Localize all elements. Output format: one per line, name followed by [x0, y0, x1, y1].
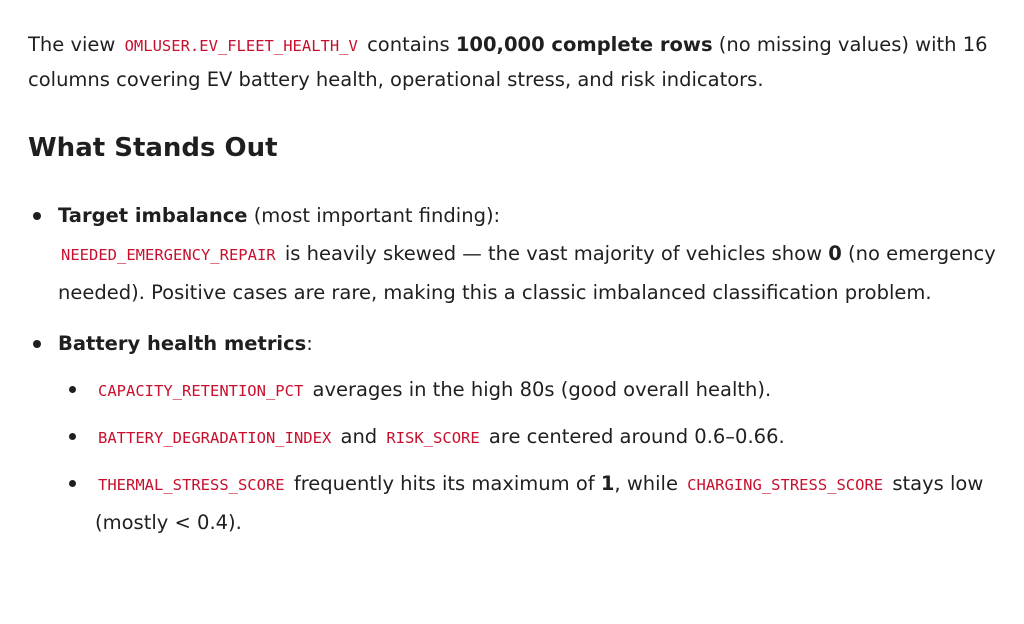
sub-item-text: are centered around 0.6–0.66. — [482, 425, 785, 448]
zero-bold: 0 — [828, 242, 842, 265]
sub-item-degradation — [58, 418, 998, 457]
findings-list — [28, 197, 998, 550]
bullet-text: (no emergency needed). Positive cases are rare, making this a classic imbalanced classification problem. — [58, 242, 996, 304]
bullet-title-line — [58, 197, 998, 235]
bullet-title: Battery health metrics — [58, 332, 307, 355]
risk-column-code: RISK_SCORE — [386, 429, 480, 447]
thermal-column-code: THERMAL_STRESS_SCORE — [98, 476, 285, 494]
intro-text: (no missing values) with 16 columns covering EV battery health, operational stress, and risk indicators. — [28, 33, 988, 91]
sub-item-thermal — [58, 465, 998, 542]
degradation-column-code: BATTERY_DEGRADATION_INDEX — [98, 429, 332, 447]
document-body — [28, 28, 998, 534]
intro-text: The view — [28, 33, 122, 56]
charging-column-code: CHARGING_STRESS_SCORE — [687, 476, 884, 494]
bullet-text: is heavily skewed — the vast majority of vehicles show — [278, 242, 829, 265]
sub-item-text: averages in the high 80s (good overall health). — [306, 378, 772, 401]
section-heading: What Stands Out — [28, 133, 278, 163]
intro-text: contains — [360, 33, 456, 56]
row-count-bold: 100,000 complete rows — [455, 33, 713, 56]
sub-item-text: and — [334, 425, 384, 448]
bullet-title-line — [58, 325, 998, 363]
sub-item-capacity — [58, 371, 998, 410]
spacer — [28, 312, 998, 325]
battery-metrics-list — [58, 371, 998, 542]
sub-item-text: stays low (mostly < 0.4). — [95, 472, 984, 534]
sub-item-text: frequently hits its maximum of — [287, 472, 601, 495]
target-column-code: NEEDED_EMERGENCY_REPAIR — [61, 246, 276, 264]
list-item-battery-health — [28, 325, 998, 542]
bullet-title: Target imbalance — [58, 204, 248, 227]
max-bold: 1 — [600, 472, 615, 495]
bullet-title-rest: (most important finding): — [247, 204, 501, 227]
capacity-column-code: CAPACITY_RETENTION_PCT — [98, 382, 304, 400]
intro-paragraph — [28, 28, 998, 97]
list-item-target-imbalance — [28, 197, 998, 312]
sub-item-text: , while — [614, 472, 685, 495]
view-name-code: OMLUSER.EV_FLEET_HEALTH_V — [124, 37, 358, 55]
bullet-title-rest: : — [306, 332, 313, 355]
bullet-body — [58, 235, 998, 312]
